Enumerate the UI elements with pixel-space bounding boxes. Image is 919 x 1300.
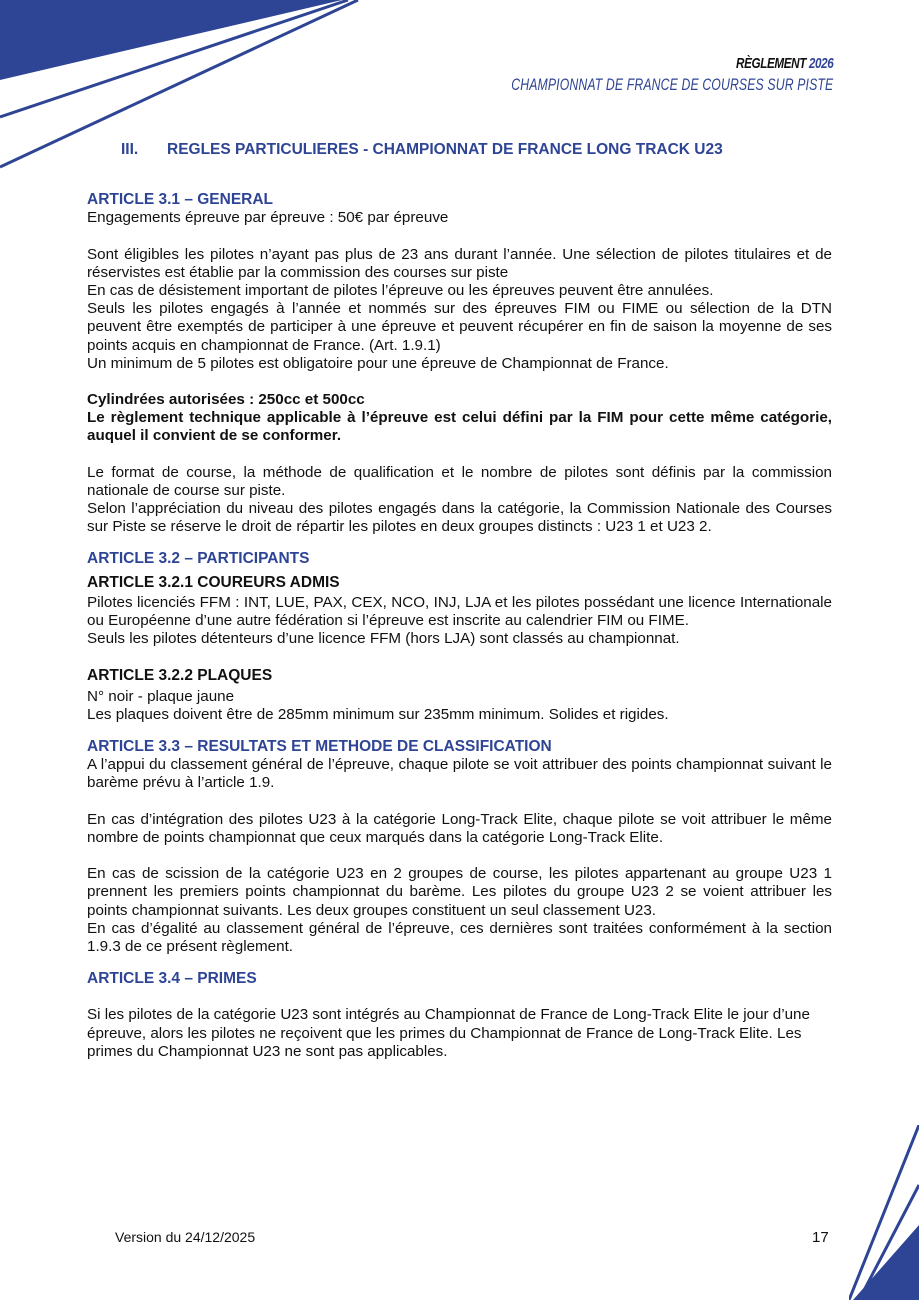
paragraph: En cas de scission de la catégorie U23 en 2 groupes de course, les pilotes appartenant au groupe U23 1 prennent les premiers points championnat du barème. Les pilotes du groupe U23 2 se voient attribuer les points championnat suivants. Les deux groupes constituent un seul classement U23. (87, 865, 832, 919)
header-brand (386, 55, 833, 95)
paragraph: En cas de désistement important de pilotes l’épreuve ou les épreuves peuvent être annulées. (87, 282, 714, 300)
paragraph: Seuls les pilotes engagés à l’année et nommés sur des épreuves FIM ou FIME ou sélection de la DTN peuvent être exemptés de participer à une épreuve et peuvent récupérer en fin de saison la moyenne de ses points acquis en championnat de France. (Art. 1.9.1) (87, 300, 832, 354)
stripe-fill (0, 0, 342, 80)
subarticle-heading: ARTICLE 3.2.1 COUREURS ADMIS (87, 573, 340, 591)
brand-subtitle: CHAMPIONNAT DE FRANCE DE COURSES SUR PISTE (510, 75, 833, 94)
brand-word: RÈGLEMENT (735, 55, 806, 72)
paragraph: Seuls les pilotes détenteurs d’une licence FFM (hors LJA) sont classés au championnat. (87, 630, 680, 648)
article-heading: ARTICLE 3.2 – PARTICIPANTS (87, 550, 310, 568)
paragraph: Sont éligibles les pilotes n’ayant pas plus de 23 ans durant l’année. Une sélection de pilotes titulaires et de réservistes est établie par la commission des courses sur piste (87, 245, 832, 281)
paragraph: Un minimum de 5 pilotes est obligatoire pour une épreuve de Championnat de France. (87, 354, 669, 372)
bold-paragraph: Cylindrées autorisées : 250cc et 500cc (87, 391, 365, 409)
page-number: 17 (812, 1229, 829, 1246)
paragraph: Pilotes licenciés FFM : INT, LUE, PAX, CEX, NCO, INJ, LJA et les pilotes possédant une licence Internationale ou Européenne d’une autre fédération si l’épreuve est inscrite au calendrier FIM ou FIME. (87, 593, 832, 630)
section-title (121, 141, 832, 159)
article-3-1 (87, 191, 832, 536)
footer-version: Version du 24/12/2025 (115, 1229, 256, 1245)
section-number: III. (121, 141, 139, 158)
subarticle-heading: ARTICLE 3.2.2 PLAQUES (87, 667, 273, 685)
section-title-text: REGLES PARTICULIERES - CHAMPIONNAT DE FRANCE LONG TRACK U23 (167, 141, 723, 158)
paragraph: Engagements épreuve par épreuve : 50€ par épreuve (87, 209, 449, 227)
bottom-right-decorative-stripes (849, 1125, 919, 1300)
paragraph: N° noir - plaque jaune (87, 687, 235, 705)
article-3-3 (87, 738, 832, 956)
paragraph: Les plaques doivent être de 285mm minimum sur 235mm minimum. Solides et rigides. (87, 705, 669, 723)
brand-year: 2026 (808, 55, 833, 72)
paragraph: Selon l’appréciation du niveau des pilotes engagés dans la catégorie, la Commission Nationale des Courses sur Piste se réserve le droit de répartir les pilotes en deux groupes distincts : U23 1 et U23 2. (87, 500, 832, 536)
article-3-4 (87, 970, 832, 1061)
paragraph: Si les pilotes de la catégorie U23 sont intégrés au Championnat de France de Long-Track Elite le jour d’une épreuve, alors les pilotes ne reçoivent que les primes du Championnat de France de Long-Track Elite. Les primes du Championnat U23 ne sont pas applicables. (87, 1006, 810, 1060)
paragraph: Le format de course, la méthode de qualification et le nombre de pilotes sont définis par la commission nationale de course sur piste. (87, 463, 832, 499)
article-heading: ARTICLE 3.4 – PRIMES (87, 970, 257, 988)
bold-paragraph: Le règlement technique applicable à l’épreuve est celui défini par la FIM pour cette même catégorie, auquel il convient de se conformer. (87, 409, 832, 445)
page-content (87, 141, 832, 1061)
paragraph: A l’appui du classement général de l’épreuve, chaque pilote se voit attribuer des points championnat suivant le barème prévu à l’article 1.9. (87, 756, 832, 792)
paragraph: En cas d’égalité au classement général de l’épreuve, ces dernières sont traitées conformément à la section 1.9.3 de ce présent règlement. (87, 919, 832, 955)
paragraph: En cas d’intégration des pilotes U23 à la catégorie Long-Track Elite, chaque pilote se voit attribuer le même nombre de points championnat que ceux marqués dans la catégorie Long-Track Elite. (87, 810, 832, 846)
article-heading: ARTICLE 3.1 – GENERAL (87, 191, 274, 209)
brand-title (484, 55, 833, 72)
article-heading: ARTICLE 3.3 – RESULTATS ET METHODE DE CLASSIFICATION (87, 738, 552, 756)
article-3-2 (87, 550, 832, 724)
